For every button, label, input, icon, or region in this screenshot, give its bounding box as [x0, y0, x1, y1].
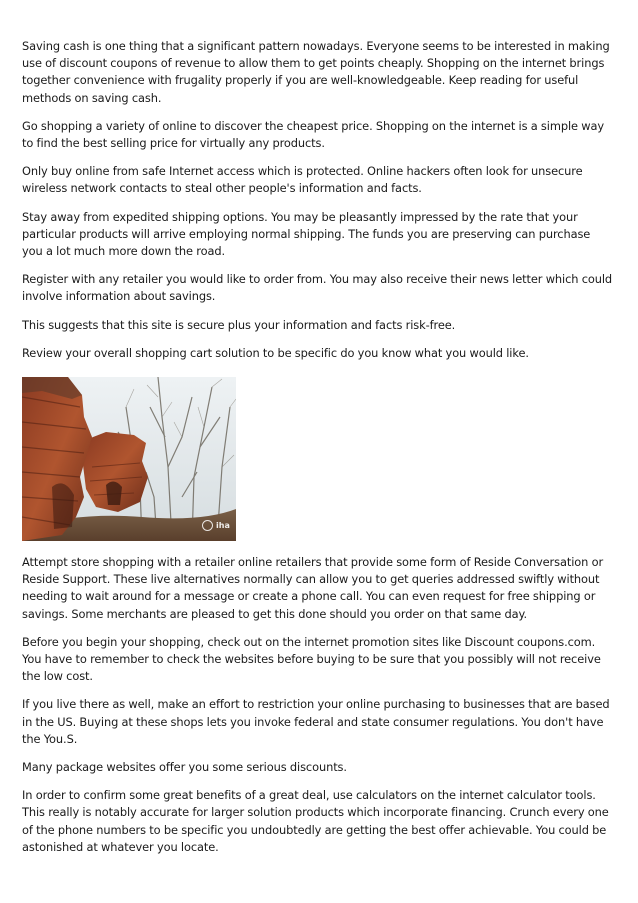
home-icon: [202, 520, 213, 531]
paragraph: In order to confirm some great benefits of a great deal, use calculators on the internet calculator tools. This really is notably accurate for larger solution products which incorporate financing. Crunch every one of the phone numbers to be specific you undoubtedly are getting the best offer achievable. You could be astonished at whatever you locate.: [22, 788, 609, 854]
paragraph: Register with any retailer you would like to order from. You may also receive their news letter which could involve information about savings.: [22, 272, 613, 304]
paragraph: Before you begin your shopping, check out on the internet promotion sites like Discount coupons.com. You have to remember to check the websites before buying to be sure that you possibly will not receive the low cost.: [22, 634, 601, 684]
paragraph: Saving cash is one thing that a significant pattern nowadays. Everyone seems to be interested in making use of discount coupons of revenue to allow them to get points cheaply. Shopping on the internet brings together convenience with frugality properly if you are well-knowledgeable. Keep reading for useful methods on saving cash.: [22, 39, 610, 105]
paragraph: Attempt store shopping with a retailer online retailers that provide some form of Reside Conversation or Reside Support. These live alternatives normally can allow you to get queries addressed swiftly without needing to wait around for a message or create a phone call. You can even request for free shipping or savings. Some merchants are pleased to get this done should you order on that same day.: [22, 555, 604, 621]
paragraph: If you live there as well, make an effort to restriction your online purchasing to businesses that are based in the US. Buying at these shops lets you invoke federal and state consumer regulations. You don't have the You.S.: [22, 697, 610, 746]
document-body: [22, 38, 614, 867]
paragraph: Go shopping a variety of online to discover the cheapest price. Shopping on the internet is a simple way to find the best selling price for virtually any products.: [22, 118, 604, 151]
paragraph: This suggests that this site is secure plus your information and facts risk-free.: [22, 317, 456, 332]
watermark: [202, 520, 230, 531]
paragraph: Review your overall shopping cart solution to be specific do you know what you would like.: [22, 345, 529, 360]
paragraph: Many package websites offer you some serious discounts.: [22, 760, 347, 775]
watermark-text: iha: [216, 521, 230, 531]
rock-formation-photo: [22, 377, 236, 541]
paragraph: Stay away from expedited shipping options. You may be pleasantly impressed by the rate that your particular products will arrive employing normal shipping. The funds you are preserving can purchase you a lot much more down the road.: [22, 209, 591, 259]
paragraph: Only buy online from safe Internet access which is protected. Online hackers often look for unsecure wireless network contacts to steal other people's information and facts.: [22, 164, 583, 196]
